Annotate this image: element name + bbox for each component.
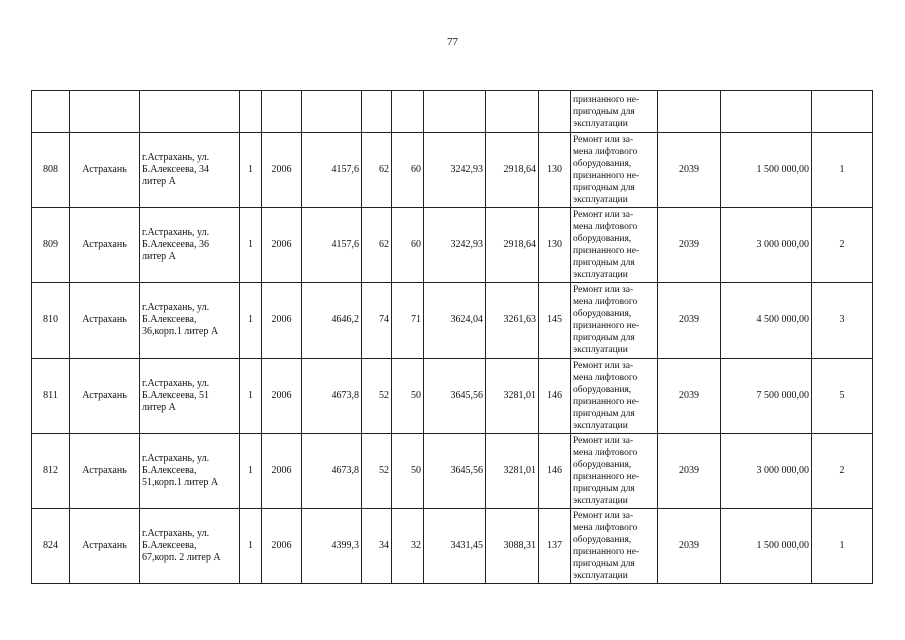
cell-c1: 1 bbox=[240, 508, 262, 583]
cell-area: 4399,3 bbox=[302, 508, 362, 583]
work-line: пригодным для bbox=[573, 333, 635, 344]
cell-num: 810 bbox=[32, 283, 70, 358]
cell-city: Астрахань bbox=[70, 208, 140, 283]
work-line: пригодным для bbox=[573, 408, 635, 419]
table-row bbox=[32, 433, 873, 508]
cell-year: 2006 bbox=[262, 283, 302, 358]
cell-area: 4157,6 bbox=[302, 208, 362, 283]
address-line: г.Астрахань, ул. bbox=[142, 302, 210, 314]
cell-num: 812 bbox=[32, 433, 70, 508]
address-line: литер А bbox=[142, 251, 176, 263]
work-line: признанного не- bbox=[573, 94, 640, 105]
work-line: признанного не- bbox=[573, 246, 640, 257]
work-line: эксплуатации bbox=[573, 195, 628, 206]
cell-count: 1 bbox=[812, 133, 873, 208]
address-line: г.Астрахань, ул. bbox=[142, 152, 210, 164]
cell-work bbox=[571, 508, 658, 583]
table-body bbox=[32, 91, 873, 584]
cell-area: 4646,2 bbox=[302, 283, 362, 358]
work-line: Ремонт или за- bbox=[573, 435, 634, 446]
work-line: оборудования, bbox=[573, 234, 632, 245]
address-line: литер А bbox=[142, 401, 176, 413]
cell-n3: 130 bbox=[539, 133, 571, 208]
cell-c1: 1 bbox=[240, 208, 262, 283]
cell-a1: 3645,56 bbox=[424, 433, 486, 508]
cell-n1: 62 bbox=[362, 208, 392, 283]
cell-num bbox=[32, 91, 70, 133]
cell-n3: 146 bbox=[539, 358, 571, 433]
table-row bbox=[32, 283, 873, 358]
cell-a2: 3261,63 bbox=[486, 283, 539, 358]
table-row bbox=[32, 508, 873, 583]
cell-n2 bbox=[392, 91, 424, 133]
cell-year: 2006 bbox=[262, 508, 302, 583]
cell-year: 2006 bbox=[262, 208, 302, 283]
address-line: 67,корп. 2 литер А bbox=[142, 551, 221, 563]
work-line: мена лифтового bbox=[573, 447, 638, 458]
cell-cost bbox=[721, 91, 812, 133]
cell-city: Астрахань bbox=[70, 358, 140, 433]
work-line: оборудования, bbox=[573, 534, 632, 545]
cell-count: 1 bbox=[812, 508, 873, 583]
work-line: пригодным для bbox=[573, 183, 635, 194]
work-line: оборудования, bbox=[573, 459, 632, 470]
cell-a1: 3645,56 bbox=[424, 358, 486, 433]
cell-work bbox=[571, 91, 658, 133]
cell-c1: 1 bbox=[240, 133, 262, 208]
cell-area bbox=[302, 91, 362, 133]
cell-year: 2006 bbox=[262, 433, 302, 508]
cell-year: 2006 bbox=[262, 133, 302, 208]
table-row-continued bbox=[32, 91, 873, 133]
cell-num: 809 bbox=[32, 208, 70, 283]
cell-n2: 50 bbox=[392, 433, 424, 508]
cell-plan-year: 2039 bbox=[658, 358, 721, 433]
address-line: г.Астрахань, ул. bbox=[142, 527, 210, 539]
cell-address bbox=[140, 283, 240, 358]
work-line: пригодным для bbox=[573, 258, 635, 269]
cell-cost: 1 500 000,00 bbox=[721, 508, 812, 583]
page-number: 77 bbox=[447, 36, 458, 48]
address-line: Б.Алексеева, bbox=[142, 464, 197, 476]
cell-n3: 146 bbox=[539, 433, 571, 508]
address-line: 51,корп.1 литер А bbox=[142, 476, 219, 488]
cell-a1: 3624,04 bbox=[424, 283, 486, 358]
address-line: Б.Алексеева, 51 bbox=[142, 389, 209, 401]
work-line: мена лифтового bbox=[573, 147, 638, 158]
work-line: оборудования, bbox=[573, 159, 632, 170]
cell-n2: 32 bbox=[392, 508, 424, 583]
cell-cost: 1 500 000,00 bbox=[721, 133, 812, 208]
address-line: 36,корп.1 литер А bbox=[142, 326, 219, 338]
cell-count: 2 bbox=[812, 433, 873, 508]
cell-plan-year bbox=[658, 91, 721, 133]
address-line: Б.Алексеева, 34 bbox=[142, 164, 209, 176]
cell-count: 2 bbox=[812, 208, 873, 283]
cell-num: 824 bbox=[32, 508, 70, 583]
cell-count bbox=[812, 91, 873, 133]
cell-city: Астрахань bbox=[70, 283, 140, 358]
cell-year: 2006 bbox=[262, 358, 302, 433]
cell-a1: 3431,45 bbox=[424, 508, 486, 583]
registry-table bbox=[31, 90, 873, 584]
cell-n2: 60 bbox=[392, 133, 424, 208]
cell-address bbox=[140, 133, 240, 208]
work-line: мена лифтового bbox=[573, 372, 638, 383]
cell-c1: 1 bbox=[240, 358, 262, 433]
cell-n3: 130 bbox=[539, 208, 571, 283]
cell-a1 bbox=[424, 91, 486, 133]
cell-cost: 3 000 000,00 bbox=[721, 208, 812, 283]
cell-num: 808 bbox=[32, 133, 70, 208]
cell-work bbox=[571, 358, 658, 433]
cell-a2: 2918,64 bbox=[486, 208, 539, 283]
cell-n1: 34 bbox=[362, 508, 392, 583]
cell-a2: 3088,31 bbox=[486, 508, 539, 583]
cell-year bbox=[262, 91, 302, 133]
cell-work bbox=[571, 433, 658, 508]
cell-work bbox=[571, 208, 658, 283]
work-line: пригодным для bbox=[573, 106, 635, 117]
cell-count: 5 bbox=[812, 358, 873, 433]
cell-n1: 52 bbox=[362, 358, 392, 433]
work-line: признанного не- bbox=[573, 171, 640, 182]
cell-city: Астрахань bbox=[70, 508, 140, 583]
cell-count: 3 bbox=[812, 283, 873, 358]
cell-city: Астрахань bbox=[70, 433, 140, 508]
cell-address bbox=[140, 91, 240, 133]
cell-plan-year: 2039 bbox=[658, 133, 721, 208]
cell-c1: 1 bbox=[240, 283, 262, 358]
table-row bbox=[32, 358, 873, 433]
cell-plan-year: 2039 bbox=[658, 508, 721, 583]
cell-plan-year: 2039 bbox=[658, 283, 721, 358]
cell-address bbox=[140, 433, 240, 508]
cell-plan-year: 2039 bbox=[658, 433, 721, 508]
work-line: эксплуатации bbox=[573, 420, 628, 431]
work-line: Ремонт или за- bbox=[573, 135, 634, 146]
cell-n1: 52 bbox=[362, 433, 392, 508]
work-line: пригодным для bbox=[573, 558, 635, 569]
work-line: пригодным для bbox=[573, 483, 635, 494]
cell-n1 bbox=[362, 91, 392, 133]
address-line: г.Астрахань, ул. bbox=[142, 377, 210, 389]
work-line: эксплуатации bbox=[573, 270, 628, 281]
work-line: признанного не- bbox=[573, 546, 640, 557]
work-line: признанного не- bbox=[573, 396, 640, 407]
cell-a2 bbox=[486, 91, 539, 133]
cell-a2: 2918,64 bbox=[486, 133, 539, 208]
address-line: г.Астрахань, ул. bbox=[142, 452, 210, 464]
cell-a2: 3281,01 bbox=[486, 358, 539, 433]
cell-n3: 137 bbox=[539, 508, 571, 583]
cell-n2: 71 bbox=[392, 283, 424, 358]
cell-cost: 7 500 000,00 bbox=[721, 358, 812, 433]
cell-num: 811 bbox=[32, 358, 70, 433]
cell-address bbox=[140, 508, 240, 583]
cell-area: 4157,6 bbox=[302, 133, 362, 208]
address-line: Б.Алексеева, bbox=[142, 314, 197, 326]
address-line: литер А bbox=[142, 176, 176, 188]
work-line: эксплуатации bbox=[573, 495, 628, 506]
work-line: эксплуатации bbox=[573, 345, 628, 356]
cell-address bbox=[140, 208, 240, 283]
cell-c1: 1 bbox=[240, 433, 262, 508]
cell-n3: 145 bbox=[539, 283, 571, 358]
cell-n3 bbox=[539, 91, 571, 133]
address-line: Б.Алексеева, bbox=[142, 539, 197, 551]
cell-a1: 3242,93 bbox=[424, 133, 486, 208]
work-line: оборудования, bbox=[573, 384, 632, 395]
cell-cost: 3 000 000,00 bbox=[721, 433, 812, 508]
cell-work bbox=[571, 133, 658, 208]
work-line: эксплуатации bbox=[573, 118, 628, 129]
cell-n1: 74 bbox=[362, 283, 392, 358]
work-line: эксплуатации bbox=[573, 570, 628, 581]
cell-a1: 3242,93 bbox=[424, 208, 486, 283]
cell-cost: 4 500 000,00 bbox=[721, 283, 812, 358]
work-line: Ремонт или за- bbox=[573, 285, 634, 296]
cell-c1 bbox=[240, 91, 262, 133]
work-line: оборудования, bbox=[573, 309, 632, 320]
cell-city bbox=[70, 91, 140, 133]
cell-city: Астрахань bbox=[70, 133, 140, 208]
work-line: признанного не- bbox=[573, 471, 640, 482]
work-line: мена лифтового bbox=[573, 222, 638, 233]
cell-n2: 50 bbox=[392, 358, 424, 433]
work-line: Ремонт или за- bbox=[573, 210, 634, 221]
work-line: Ремонт или за- bbox=[573, 510, 634, 521]
table-row bbox=[32, 208, 873, 283]
work-line: признанного не- bbox=[573, 321, 640, 332]
work-line: мена лифтового bbox=[573, 522, 638, 533]
cell-plan-year: 2039 bbox=[658, 208, 721, 283]
table-row bbox=[32, 133, 873, 208]
cell-a2: 3281,01 bbox=[486, 433, 539, 508]
cell-work bbox=[571, 283, 658, 358]
address-line: г.Астрахань, ул. bbox=[142, 227, 210, 239]
cell-n1: 62 bbox=[362, 133, 392, 208]
cell-area: 4673,8 bbox=[302, 358, 362, 433]
work-line: мена лифтового bbox=[573, 297, 638, 308]
work-line: Ремонт или за- bbox=[573, 360, 634, 371]
cell-address bbox=[140, 358, 240, 433]
address-line: Б.Алексеева, 36 bbox=[142, 239, 209, 251]
cell-area: 4673,8 bbox=[302, 433, 362, 508]
cell-n2: 60 bbox=[392, 208, 424, 283]
